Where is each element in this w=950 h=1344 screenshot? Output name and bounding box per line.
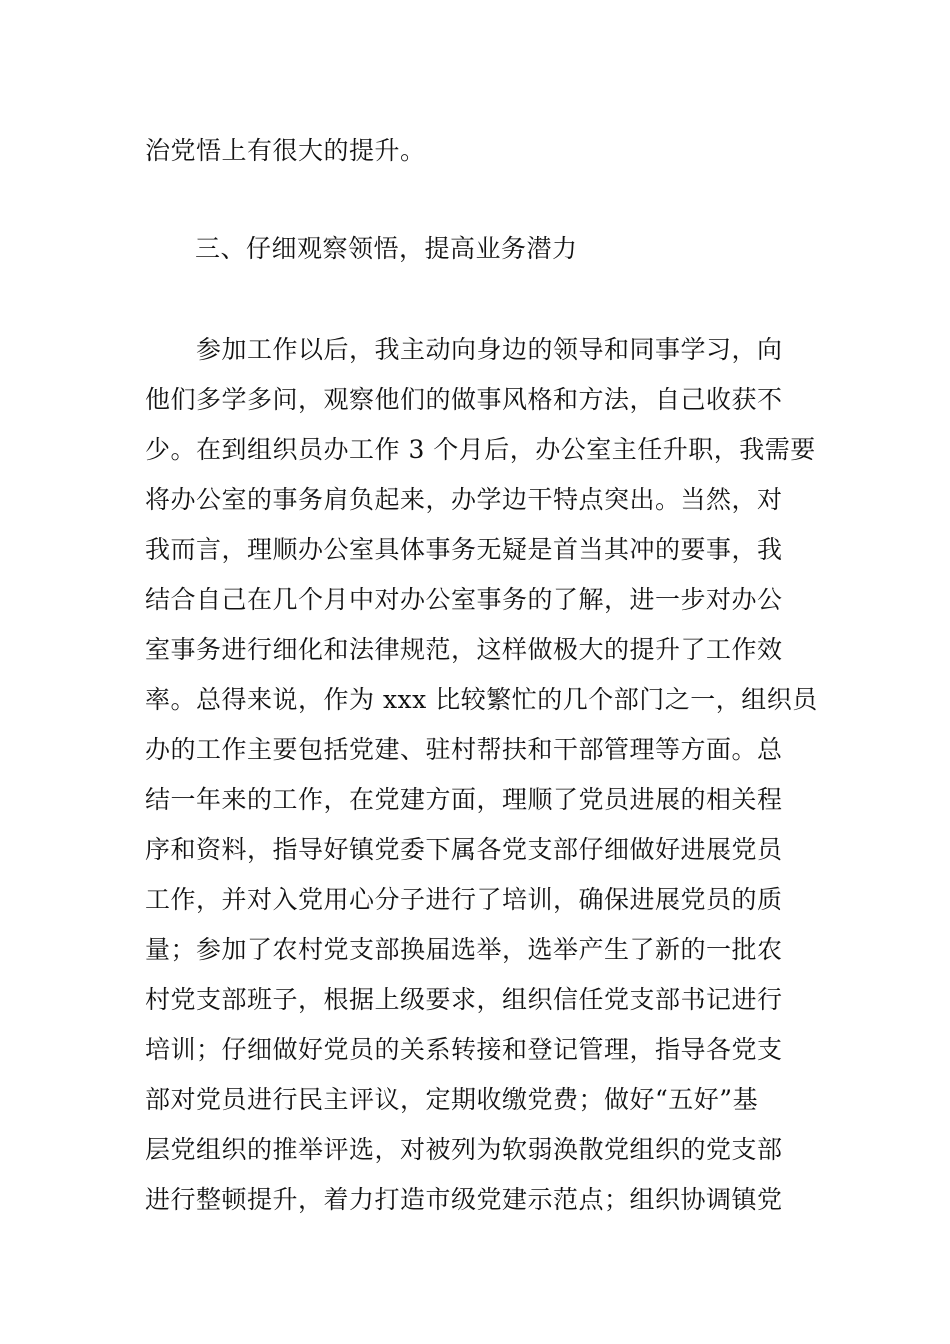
paragraph-line: 结合自己在几个月中对办公室事务的了解，进一步对办公 bbox=[145, 585, 783, 614]
paragraph-line: 培训；仔细做好党员的关系转接和登记管理，指导各党支 bbox=[145, 1035, 783, 1064]
paragraph-line: 他们多学多问，观察他们的做事风格和方法，自己收获不 bbox=[145, 385, 783, 414]
paragraph-line: 我而言，理顺办公室具体事务无疑是首当其冲的要事，我 bbox=[145, 535, 783, 564]
paragraph-line: 层党组织的推举评选，对被列为软弱涣散党组织的党支部 bbox=[145, 1135, 783, 1164]
paragraph-line: 结一年来的工作，在党建方面，理顺了党员进展的相关程 bbox=[145, 785, 783, 814]
paragraph-line: 部对党员进行民主评议，定期收缴党费；做好“五好”基 bbox=[145, 1085, 759, 1114]
paragraph-line: 村党支部班子，根据上级要求，组织信任党支部书记进行 bbox=[145, 985, 783, 1014]
continuation-line: 治党悟上有很大的提升。 bbox=[145, 136, 426, 165]
paragraph-line: 进行整顿提升，着力打造市级党建示范点；组织协调镇党 bbox=[145, 1185, 783, 1214]
paragraph-line: 工作，并对入党用心分子进行了培训，确保进展党员的质 bbox=[145, 885, 783, 914]
paragraph-line: 序和资料，指导好镇党委下属各党支部仔细做好进展党员 bbox=[145, 835, 783, 864]
paragraph-line: 将办公室的事务肩负起来，办学边干特点突出。当然，对 bbox=[145, 485, 783, 514]
paragraph-line: 率。总得来说，作为 xxx 比较繁忙的几个部门之一，组织员 bbox=[145, 685, 818, 714]
section-heading: 三、仔细观察领悟，提高业务潜力 bbox=[195, 234, 578, 263]
paragraph-line: 室事务进行细化和法律规范，这样做极大的提升了工作效 bbox=[145, 635, 783, 664]
paragraph-line: 少。在到组织员办工作 3 个月后，办公室主任升职，我需要 bbox=[145, 435, 816, 464]
paragraph-line: 参加工作以后，我主动向身边的领导和同事学习，向 bbox=[196, 335, 783, 364]
paragraph-line: 办的工作主要包括党建、驻村帮扶和干部管理等方面。总 bbox=[145, 735, 783, 764]
paragraph-line: 量；参加了农村党支部换届选举，选举产生了新的一批农 bbox=[145, 935, 783, 964]
